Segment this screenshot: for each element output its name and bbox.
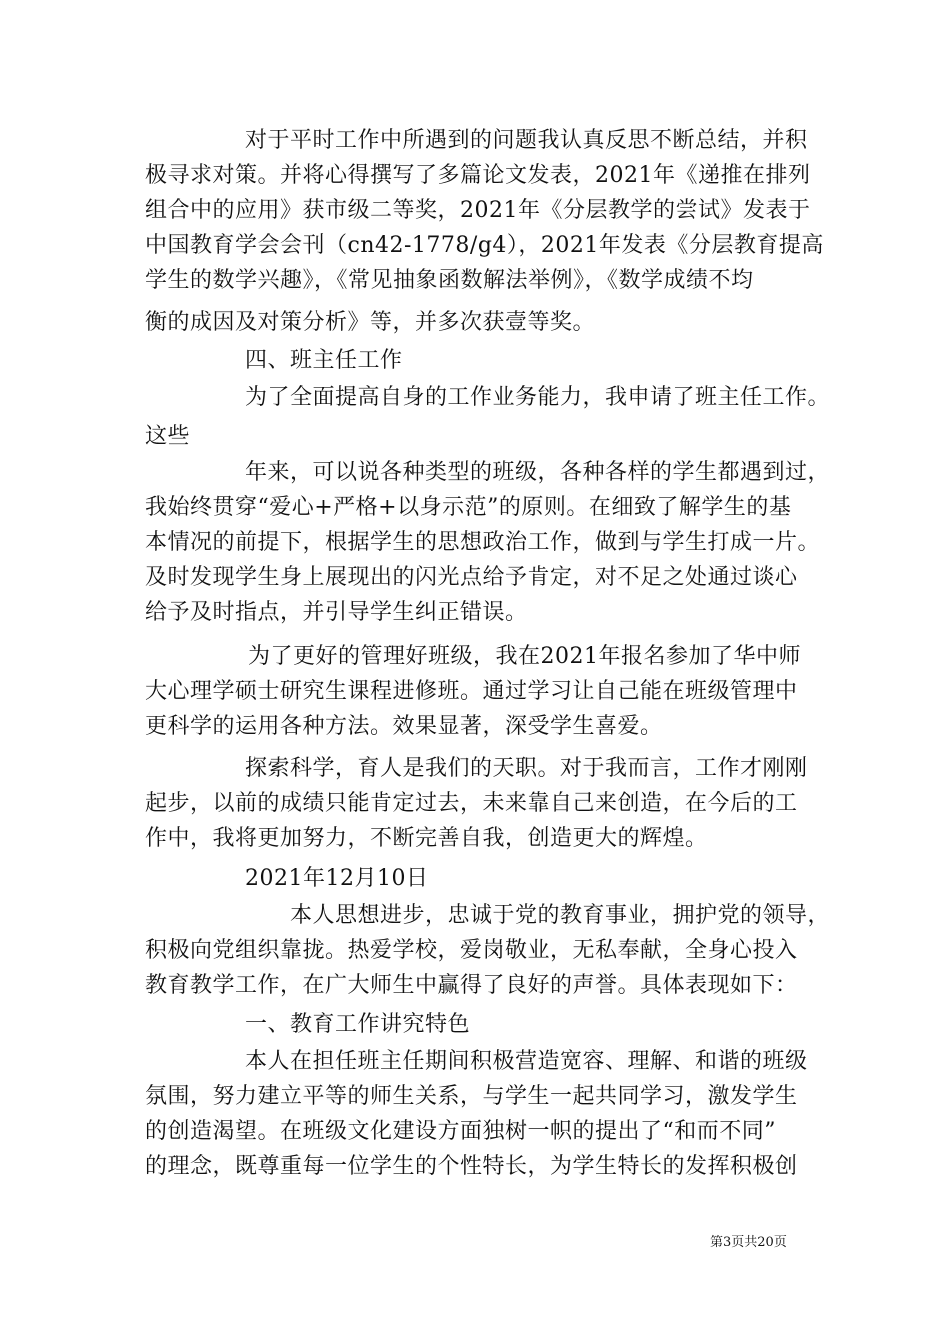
section-heading: 四、班主任工作 <box>245 348 403 373</box>
text-line: 给予及时指点，并引导学生纠正错误。 <box>145 600 528 625</box>
text-line: 本人在担任班主任期间积极营造宽容、理解、和谐的班级 <box>245 1049 808 1074</box>
text-line: 这些 <box>145 424 191 449</box>
page-number-footer: 第3页共20页 <box>710 1235 787 1250</box>
text-line: 本情况的前提下，根据学生的思想政治工作，做到与学生打成一片。 <box>145 530 821 555</box>
text-line: 极寻求对策。并将心得撰写了多篇论文发表，2021年《递推在排列 <box>145 163 811 188</box>
text-line: 氛围，努力建立平等的师生关系，与学生一起共同学习，激发学生 <box>145 1084 798 1109</box>
text-line: 的创造渴望。在班级文化建设方面独树一帜的提出了“和而不同” <box>145 1119 776 1144</box>
text-line: 我始终贯穿“爱心+严格+以身示范”的原则。在细致了解学生的基 <box>145 495 792 520</box>
text-line: 探索科学，育人是我们的天职。对于我而言，工作才刚刚 <box>245 756 808 781</box>
text-line: 大心理学硕士研究生课程进修班。通过学习让自己能在班级管理中 <box>145 679 798 704</box>
text-line: 为了更好的管理好班级，我在2021年报名参加了华中师 <box>248 644 801 669</box>
text-line: 起步，以前的成绩只能肯定过去，未来靠自己来创造，在今后的工 <box>145 791 798 816</box>
text-line: 年来，可以说各种类型的班级，各种各样的学生都遇到过， <box>245 460 831 485</box>
text-line: 更科学的运用各种方法。效果显著，深受学生喜爱。 <box>145 714 663 739</box>
text-line: 为了全面提高自身的工作业务能力，我申请了班主任工作。 <box>245 385 831 410</box>
text-line: 中国教育学会会刊（cn42-1778/g4），2021年发表《分层教育提高 <box>145 233 824 258</box>
text-line: 本人思想进步，忠诚于党的教育事业，拥护党的领导， <box>290 903 831 928</box>
text-line: 的理念，既尊重每一位学生的个性特长，为学生特长的发挥积极创 <box>145 1154 798 1179</box>
text-line: 及时发现学生身上展现出的闪光点给予肯定，对不足之处通过谈心 <box>145 565 798 590</box>
text-line: 作中，我将更加努力，不断完善自我，创造更大的辉煌。 <box>145 826 708 851</box>
text-line: 积极向党组织靠拢。热爱学校，爱岗敬业，无私奉献，全身心投入 <box>145 938 798 963</box>
text-line: 教育教学工作，在广大师生中赢得了良好的声誉。具体表现如下： <box>145 973 798 998</box>
text-line: 组合中的应用》获市级二等奖，2021年《分层教学的尝试》发表于 <box>145 198 811 223</box>
text-line: 学生的数学兴趣》，《常见抽象函数解法举例》，《数学成绩不均 <box>145 268 754 293</box>
section-heading: 一、教育工作讲究特色 <box>245 1012 471 1037</box>
date-line: 2021年12月10日 <box>245 866 429 891</box>
text-line: 衡的成因及对策分析》等，并多次获壹等奖。 <box>145 310 596 335</box>
text-line: 对于平时工作中所遇到的问题我认真反思不断总结，并积 <box>245 128 808 153</box>
